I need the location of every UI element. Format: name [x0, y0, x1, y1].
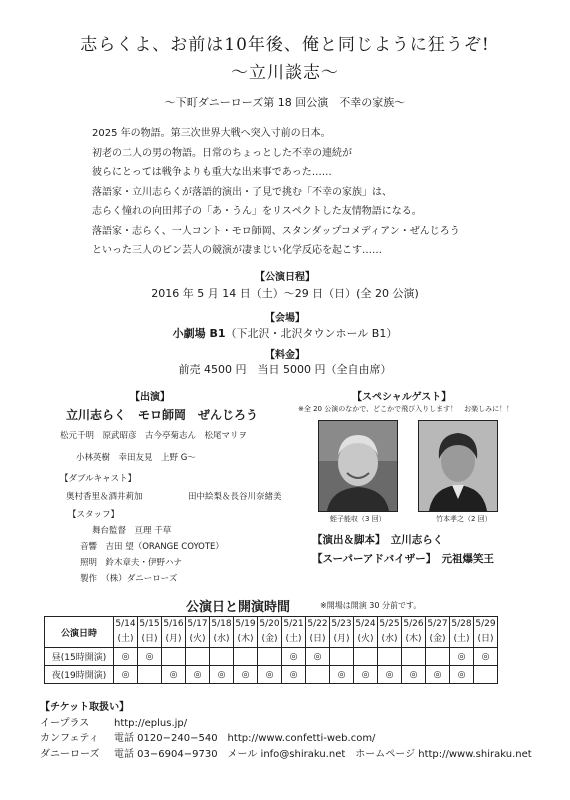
- schedule-cell: [474, 666, 498, 684]
- staff-line: 製作 （株）ダニーローズ: [80, 574, 178, 584]
- tickets: [40, 700, 532, 762]
- venue: [0, 325, 570, 341]
- schedule-date-weekday: (日): [309, 634, 326, 644]
- schedule-date-day: 5/29: [475, 619, 496, 629]
- schedule-date-day: 5/27: [427, 619, 448, 629]
- story-line: 2025 年の物語。第三次世界大戦へ突入寸前の日本。: [92, 128, 331, 139]
- schedule-cell: ◎: [258, 666, 282, 684]
- schedule-dates: 2016 年 5 月 14 日（土）〜29 日（日）(全 20 公演): [151, 287, 419, 300]
- schedule-cell: [258, 648, 282, 666]
- venue-name: 小劇場 B1: [172, 327, 226, 340]
- schedule-date: [186, 617, 210, 648]
- schedule-date-weekday: (火): [357, 634, 374, 644]
- schedule-cell: ◎: [114, 666, 138, 684]
- advisor-line: [312, 551, 494, 566]
- schedule-date: [306, 617, 330, 648]
- ticket-line: [40, 716, 532, 732]
- schedule-date-day: 5/26: [403, 619, 424, 629]
- ticket-vendor: ダニーローズ: [40, 748, 100, 760]
- ticket-detail: 電話 03−6904−9730 メール info@shiraku.net ホームページ http://www.shiraku.net: [114, 748, 532, 760]
- schedule-date: [330, 617, 354, 648]
- ticket-detail: 電話 0120−240−540 http://www.confetti-web.com/: [114, 733, 376, 744]
- story-line: といった三人のピン芸人の競演が凄まじい化学反応を起こす……: [92, 245, 382, 256]
- schedule-date: [378, 617, 402, 648]
- ticket-detail: http://eplus.jp/: [114, 717, 188, 729]
- tickets-label: 【チケット取扱い】: [40, 702, 130, 713]
- schedule-date-weekday: (月): [333, 634, 350, 644]
- schedule-cell: ◎: [138, 648, 162, 666]
- schedule-row-day-label: 昼(15時開演): [45, 648, 114, 666]
- advisor-name: 元祖爆笑王: [441, 553, 494, 565]
- schedule-date-weekday: (日): [477, 634, 494, 644]
- schedule-cell: ◎: [186, 666, 210, 684]
- schedule-date: [354, 617, 378, 648]
- schedule-cell: ◎: [162, 666, 186, 684]
- director-name: 立川志らく: [390, 534, 444, 546]
- price-label: 【料金】: [265, 350, 305, 361]
- ticket-vendor: カンフェティ: [40, 733, 99, 744]
- schedule-table-wrap: [44, 616, 498, 684]
- schedule-cell: ◎: [114, 648, 138, 666]
- cast-row-1: 松元千明 原武昭彦 古今亭菊志ん 松尾マリヲ: [60, 431, 248, 441]
- schedule-cell: ◎: [378, 666, 402, 684]
- schedule-date-day: 5/28: [451, 619, 472, 629]
- schedule-date-day: 5/23: [331, 619, 352, 629]
- advisor-label: 【スーパーアドバイザー】: [312, 553, 431, 565]
- schedule-date: [234, 617, 258, 648]
- guest-caption-2: 竹本孝之（2 回）: [436, 515, 492, 523]
- schedule-date: [258, 617, 282, 648]
- schedule-date-weekday: (火): [189, 634, 206, 644]
- schedule-date-weekday: (土): [117, 634, 134, 644]
- schedule-cell: ◎: [234, 666, 258, 684]
- schedule-date-day: 5/22: [307, 619, 328, 629]
- schedule-cell: ◎: [474, 648, 498, 666]
- schedule-date: [282, 617, 306, 648]
- staff-line: 照明 鈴木章夫・伊野ハナ: [80, 558, 183, 568]
- ticket-vendor: イープラス: [40, 717, 90, 729]
- schedule-cell: [234, 648, 258, 666]
- guest-label: 【スペシャルゲスト】: [352, 392, 452, 403]
- schedule-row-night: [45, 666, 498, 684]
- ticket-line: [40, 747, 532, 763]
- schedule-cell: [354, 648, 378, 666]
- schedule-date-day: 5/15: [139, 619, 160, 629]
- schedule-cell: [402, 648, 426, 666]
- schedule-cell: [306, 666, 330, 684]
- schedule-date-weekday: (日): [141, 634, 158, 644]
- schedule-label: 【公演日程】: [255, 272, 315, 283]
- schedule-cell: ◎: [282, 648, 306, 666]
- story-line: 志らく憧れの向田邦子の「あ・うん」をリスペクトした友情物語になる。: [92, 206, 422, 217]
- schedule-cell: [378, 648, 402, 666]
- schedule-date-weekday: (木): [237, 634, 254, 644]
- schedule-row-day: [45, 648, 498, 666]
- story-line: 彼らにとっては戦争よりも重大な出来事であった……: [92, 167, 332, 178]
- schedule-cell: [138, 666, 162, 684]
- production-subtitle: 〜下町ダニーローズ第 18 回公演 不幸の家族〜: [164, 96, 406, 109]
- price-value: 前売 4500 円 当日 5000 円（全自由席）: [178, 363, 392, 376]
- guest-caption-1: 蛭子能収（3 回）: [330, 515, 386, 523]
- schedule-date-day: 5/21: [283, 619, 304, 629]
- schedule-cell: ◎: [450, 666, 474, 684]
- headline-attribution: 〜立川談志〜: [231, 63, 339, 83]
- ticket-line: [40, 731, 532, 747]
- schedule-cell: [162, 648, 186, 666]
- cast-label: 【出演】: [130, 392, 170, 403]
- staff-label: 【スタッフ】: [68, 510, 120, 520]
- schedule-date: [402, 617, 426, 648]
- guest-photo-1: [318, 420, 398, 512]
- double-cast-right: 田中絵梨＆長谷川奈緒美: [188, 492, 282, 502]
- schedule-cell: [186, 648, 210, 666]
- schedule-cell: ◎: [450, 648, 474, 666]
- schedule-row-night-label: 夜(19時開演): [45, 666, 114, 684]
- venue-address: （下北沢・北沢タウンホール B1）: [225, 327, 398, 340]
- schedule-cell: [330, 648, 354, 666]
- schedule-date-weekday: (金): [429, 634, 446, 644]
- schedule-date-weekday: (金): [261, 634, 278, 644]
- director-line: [312, 532, 443, 547]
- schedule-cell: ◎: [330, 666, 354, 684]
- schedule-cell: ◎: [426, 666, 450, 684]
- venue-label: 【会場】: [265, 313, 305, 324]
- times-title: 公演日と開演時間: [186, 600, 291, 615]
- schedule-date-weekday: (月): [165, 634, 182, 644]
- story-line: 初老の二人の男の物語。日常のちょっとした不幸の連続が: [92, 147, 352, 159]
- schedule-table: [44, 616, 498, 684]
- schedule-date: [162, 617, 186, 648]
- schedule-cell: [210, 648, 234, 666]
- schedule-date-day: 5/24: [355, 619, 376, 629]
- schedule-date-day: 5/20: [259, 619, 280, 629]
- cast-leads: 立川志らく モロ師岡 ぜんじろう: [66, 408, 259, 422]
- story-text: [92, 124, 532, 261]
- schedule-cell: ◎: [282, 666, 306, 684]
- story-line: 落語家・志らく、一人コント・モロ師岡、スタンダップコメディアン・ぜんじろう: [92, 225, 460, 237]
- schedule-date-day: 5/18: [211, 619, 232, 629]
- cast-row-2: 小林英樹 幸田友見 上野 G〜: [76, 453, 196, 463]
- times-note: ※開場は開演 30 分前です。: [320, 601, 422, 610]
- schedule-date: [138, 617, 162, 648]
- schedule-date-weekday: (水): [381, 634, 398, 644]
- schedule-date: [450, 617, 474, 648]
- schedule-date-weekday: (土): [453, 634, 470, 644]
- schedule-cell: ◎: [306, 648, 330, 666]
- schedule-cell: ◎: [402, 666, 426, 684]
- schedule-date-day: 5/19: [235, 619, 256, 629]
- schedule-date: [426, 617, 450, 648]
- schedule-date-day: 5/25: [379, 619, 400, 629]
- staff-line: 舞台監督 亘理 千草: [92, 526, 172, 536]
- story-line: 落語家・立川志らくが落語的演出・了見で挑む「不幸の家族」は、: [92, 186, 392, 198]
- schedule-date-day: 5/14: [115, 619, 136, 629]
- schedule-cell: [426, 648, 450, 666]
- schedule-date: [474, 617, 498, 648]
- double-cast-label: 【ダブルキャスト】: [60, 474, 137, 484]
- headline: 志らくよ、お前は10年後、俺と同じように狂うぞ!: [80, 35, 490, 55]
- schedule-header-label: 公演日時: [45, 617, 114, 648]
- schedule-date: [210, 617, 234, 648]
- schedule-date-weekday: (土): [285, 634, 302, 644]
- schedule-date-weekday: (水): [213, 634, 230, 644]
- schedule-date-day: 5/16: [163, 619, 184, 629]
- director-label: 【演出＆脚本】: [312, 534, 381, 546]
- schedule-date-weekday: (木): [405, 634, 422, 644]
- guest-photo-2: [418, 420, 498, 512]
- schedule-date-day: 5/17: [187, 619, 208, 629]
- schedule-cell: ◎: [210, 666, 234, 684]
- schedule-cell: ◎: [354, 666, 378, 684]
- double-cast-left: 奥村香里＆酒井莉加: [66, 492, 143, 502]
- staff-line: 音響 吉田 望（ORANGE COYOTE）: [80, 542, 224, 552]
- schedule-date: [114, 617, 138, 648]
- guest-note: ※全 20 公演のなかで、どこかで飛び入りします！ お楽しみに！！: [298, 405, 514, 413]
